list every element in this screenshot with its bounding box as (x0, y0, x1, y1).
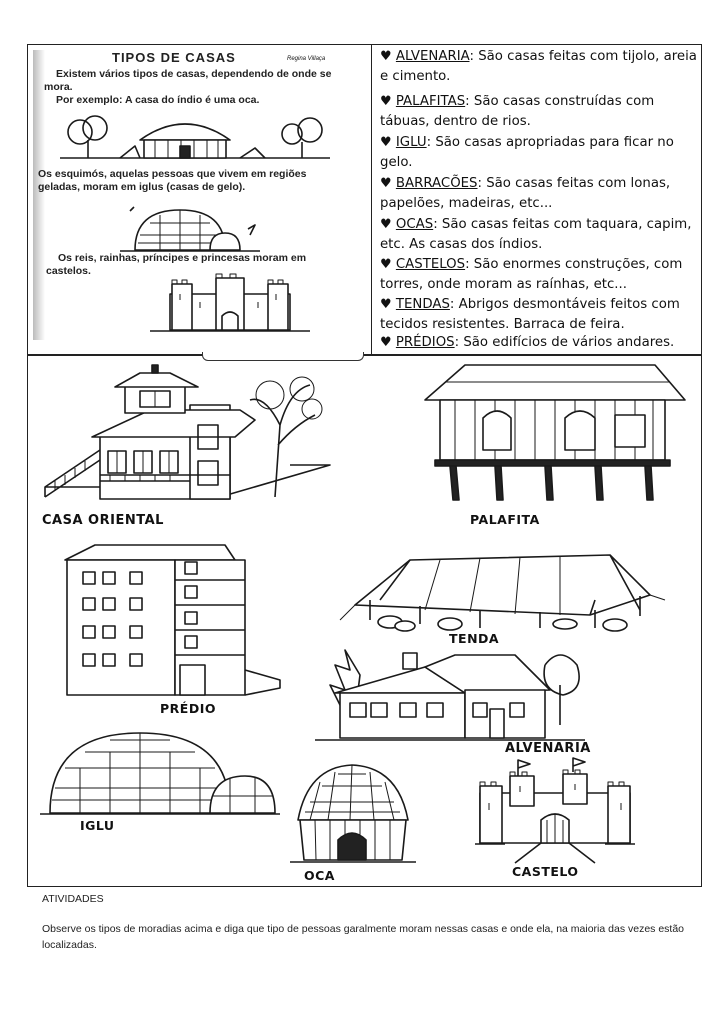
definition-ocas: ♥ OCAS: São casas feitas com taquara, capim, etc. As casas dos índios. (380, 217, 692, 252)
casa-oriental-illustration (40, 365, 340, 515)
iglu-illustration (40, 728, 280, 818)
heart-icon: ♥ (380, 135, 392, 150)
activity-heading: ATIVIDADES (42, 893, 104, 905)
activity-instruction: Observe os tipos de moradias acima e diga que tipo de pessoas garalmente moram nessas casas e onde ela, na maioria das vezes estão localizadas. (42, 923, 685, 951)
scan-title: TIPOS DE CASAS (112, 50, 236, 65)
heart-icon: ♥ (380, 217, 392, 232)
caption-tenda: TENDA (449, 631, 500, 646)
caption-casa-oriental: CASA ORIENTAL (42, 513, 164, 528)
definition-iglu: ♥ IGLU: São casas apropriadas para ficar no gelo. (380, 135, 674, 170)
caption-palafita: PALAFITA (470, 512, 540, 527)
caption-iglu: IGLU (80, 818, 115, 833)
palafita-illustration (415, 360, 695, 510)
definition-barracoes: ♥ BARRACÕES: São casas feitas com lonas, papelões, madeiras, etc... (380, 176, 671, 211)
heart-icon: ♥ (380, 49, 392, 64)
scan-paragraph-3: Os esquimós, aquelas pessoas que vivem em regiões geladas, moram em iglus (casas de gelo). (38, 168, 307, 193)
scan-castle-illustration (150, 272, 310, 332)
castelo-illustration (475, 758, 635, 868)
oca-illustration (290, 762, 420, 870)
definition-tendas: ♥ TENDAS: Abrigos desmontáveis feitos com tecidos resistentes. Barraca de feira. (380, 297, 680, 332)
scan-author: Regina Villaça (287, 56, 326, 62)
caption-oca: OCA (304, 868, 335, 883)
heart-icon: ♥ (380, 94, 392, 109)
definition-castelos: ♥ CASTELOS: São enormes construções, com torres, onde moram as raínhas, etc... (380, 257, 683, 292)
caption-predio: PRÉDIO (160, 701, 216, 716)
scan-igloo-illustration (120, 205, 260, 255)
alvenaria-illustration (315, 645, 595, 745)
definition-alvenaria: ♥ ALVENARIA: São casas feitas com tijolo, areia e cimento. (380, 49, 697, 84)
predio-illustration (55, 540, 285, 700)
caption-alvenaria: ALVENARIA (505, 741, 591, 756)
heart-icon: ♥ (380, 335, 392, 350)
scan-paragraph-4: Os reis, rainhas, príncipes e princesas moram em castelos. (46, 252, 307, 277)
heart-icon: ♥ (380, 297, 392, 312)
scan-paragraph-1: Existem vários tipos de casas, dependendo de onde se mora. (44, 68, 332, 93)
scan-paragraph-2: Por exemplo: A casa do índio é uma oca. (56, 94, 260, 106)
definition-palafitas: ♥ PALAFITAS: São casas construídas com tábuas, dentro de rios. (380, 94, 655, 129)
tenda-illustration (340, 540, 670, 635)
definition-predios: ♥ PRÉDIOS: São edifícios de vários andares. (380, 335, 675, 350)
panel-top-tab (202, 352, 364, 361)
heart-icon: ♥ (380, 176, 392, 191)
heart-icon: ♥ (380, 257, 392, 272)
scan-oca-illustration (60, 110, 330, 165)
caption-castelo: CASTELO (512, 864, 579, 879)
